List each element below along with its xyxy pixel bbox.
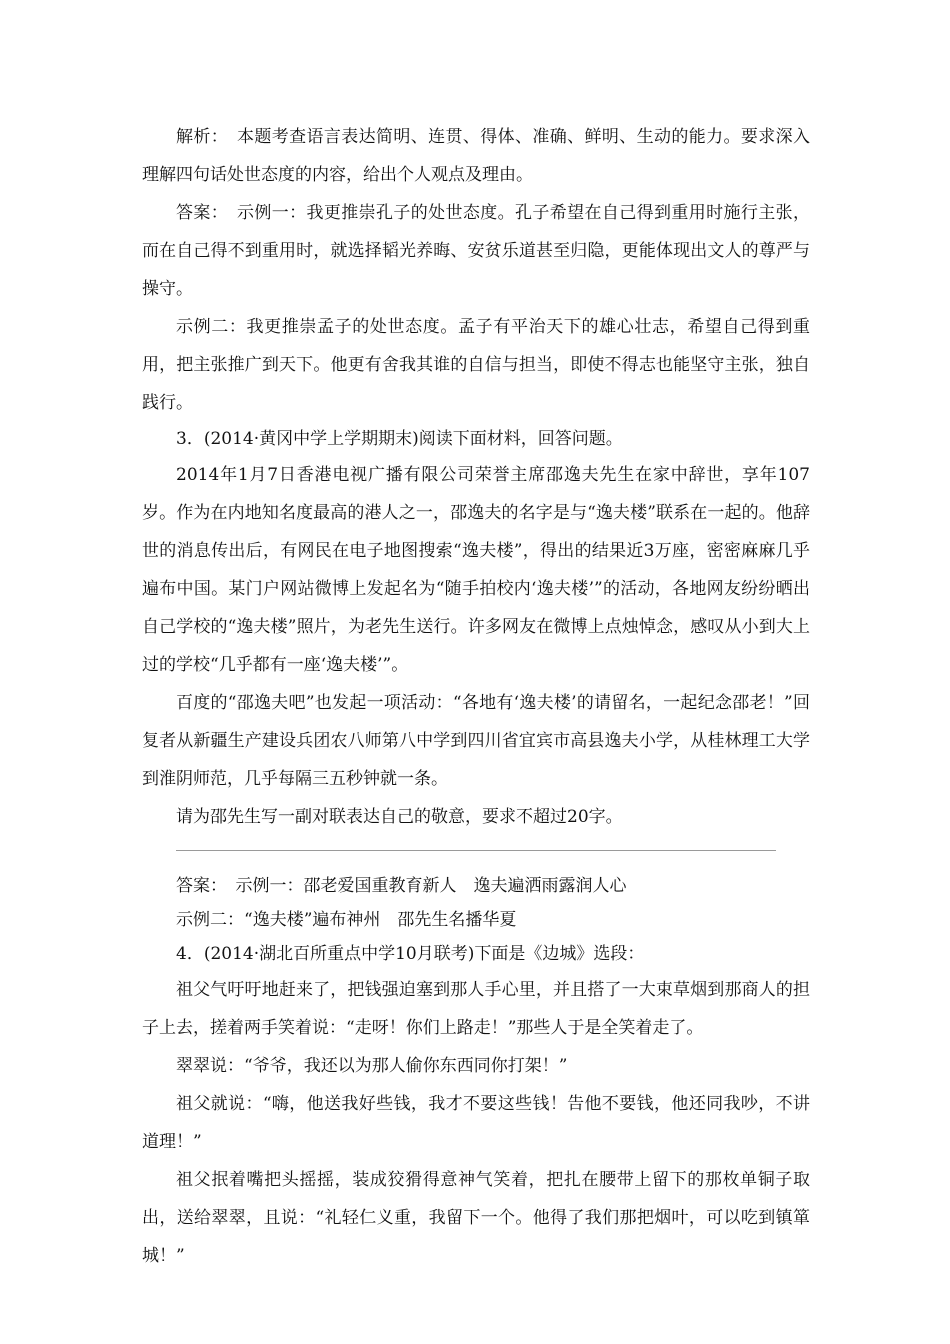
excerpt-paragraph-4: 祖父抿着嘴把头摇摇，装成狡猾得意神气笑着，把扎在腰带上留下的那枚单铜子取出，送给翠翠，且说：“礼轻仁义重，我留下一个。他得了我们那把烟叶，可以吃到镇箪城！” [142,1170,810,1266]
couplet-example-1: 答案： 示例一：邵老爱国重教育新人 逸夫遍洒雨露润人心 [176,876,627,896]
question-4-heading: 4．(2014·湖北百所重点中学10月联考)下面是《边城》选段： [176,944,645,964]
excerpt-paragraph-2: 翠翠说：“爷爷，我还以为那人偷你东西同你打架！” [176,1056,568,1076]
couplet-example-2: 示例二：“逸夫楼”遍布神州 邵先生名播华夏 [176,910,517,930]
excerpt-paragraph-1: 祖父气吁吁地赶来了，把钱强迫塞到那人手心里，并且搭了一大束草烟到那商人的担子上去，搓着两手笑着说：“走呀！你们上路走！”那些人于是全笑着走了。 [142,980,810,1038]
material-paragraph-1: 2014年1月7日香港电视广播有限公司荣誉主席邵逸夫先生在家中辞世，享年107岁。作为在内地知名度最高的港人之一，邵逸夫的名字是与“逸夫楼”联系在一起的。他辞世的消息传出后，有网民在电子地图搜索“逸夫楼”，得出的结果近3万座，密密麻麻几乎遍布中国。某门户网站微博上发起名为“随手拍校内‘逸夫楼’”的活动，各地网友纷纷晒出自己学校的“逸夫楼”照片，为老先生送行。许多网友在微博上点烛悼念，感叹从小到大上过的学校“几乎都有一座‘逸夫楼’”。 [142,465,810,675]
excerpt-paragraph-3: 祖父就说：“嗨，他送我好些钱，我才不要这些钱！告他不要钱，他还同我吵，不讲道理！” [142,1094,810,1152]
answer-example-1: 答案： 示例一：我更推崇孔子的处世态度。孔子希望在自己得到重用时施行主张，而在自己得不到重用时，就选择韬光养晦、安贫乐道甚至归隐，更能体现出文人的尊严与操守。 [142,203,810,299]
document-page [142,118,810,1275]
answer-line [176,850,776,851]
question-3-heading: 3．(2014·黄冈中学上学期期末)阅读下面材料，回答问题。 [176,429,623,449]
material-paragraph-2: 百度的“邵逸夫吧”也发起一项活动：“各地有‘逸夫楼’的请留名，一起纪念邵老！”回复者从新疆生产建设兵团农八师第八中学到四川省宜宾市高县逸夫小学，从桂林理工大学到淮阴师范，几乎每隔三五秒钟就一条。 [142,693,810,789]
analysis-paragraph: 解析： 本题考查语言表达简明、连贯、得体、准确、鲜明、生动的能力。要求深入理解四句话处世态度的内容，给出个人观点及理由。 [142,127,810,185]
question-3-prompt: 请为邵先生写一副对联表达自己的敬意，要求不超过20字。 [176,807,623,827]
answer-example-2: 示例二：我更推崇孟子的处世态度。孟子有平治天下的雄心壮志，希望自己得到重用，把主张推广到天下。他更有舍我其谁的自信与担当，即使不得志也能坚守主张，独自践行。 [142,317,810,413]
